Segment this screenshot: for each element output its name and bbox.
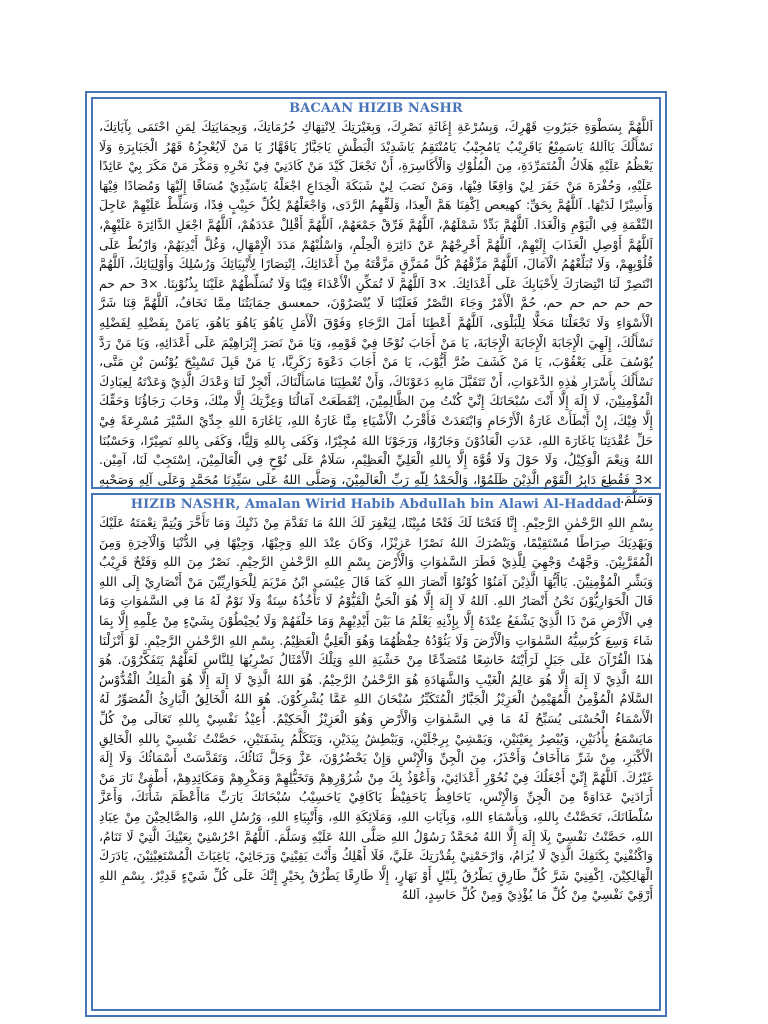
- section-title: HIZIB NASHR, Amalan Wirid Habib Abdullah bin Alawi Al-Haddad: [130, 497, 622, 512]
- section-hizib-nashr-haddad: [91, 493, 661, 1011]
- section-title: BACAAN HIZIB NASHR: [289, 101, 463, 116]
- document-page: [85, 91, 667, 1017]
- arabic-prayer-text: اَللَّهُمَّ بِسَطْوَةِ جَبَرُوتِ قَهْرِكَ، وَبِسُرْعَةِ إِغَاثَةِ نَصْرِكَ، وَبِغَيْرَتِكَ لِانْتِهَاكِ حُرُمَاتِكَ، وَبِحِمَايَتِكَ لِمَنِ احْتَمَى بِآيَاتِكَ، نَسْأَلُكَ يَااَللهُ يَاسَمِيْعُ يَاقَرِيْبُ يَامُجِيْبُ يَامُنْتَقِمُ يَاشَدِيْدَ الْبَطْشِ يَاجَبَّارُ يَاقَهَّارُ يَا مَنْ لَايُعْجِزُهُ قَهْرُ الْجَبَابِرَةِ وَلَا يَعْظُمُ عَلَيْهِ هَلَاكُ الْمُتَمَرِّدَةِ، مِنَ الْمُلُوْكِ وَالْأَكَاسِرَةِ، أَنْ تَجْعَلَ كَيْدَ مَنْ كَادَنِيْ فِيْ نَحْرِهِ وَمَكْرَ مَنْ مَكَرَ بِيْ عَائِدًا عَلَيْهِ، وَحُفْرَةَ مَنْ حَفَرَ لِيْ وَاقِعًا فِيْهَا، وَمَنْ نَصَبَ لِيْ شَبَكَةَ الْخِدَاعِ اجْعَلْهُ يَاسَيِّدِيْ مُسَاقًا إِلَيْهَا وَمُصَادًا فِيْهَا وَأَسِيْرًا لَدَيْهَا. اَللَّهُمَّ بِحَقِّ: كهيعص اِكْفِنَا هَمَّ الْعِدَا، وَلَقِّهِمُ الرَّدَى، وَاجْعَلْهُمْ لِكُلِّ حَبِيْبٍ فِدًا، وَسَلِّطْ عَلَيْهِمْ عَاجِلَ النِّقْمَةِ فِي الْيَوْمِ وَالْغَدَا. اَللَّهُمَّ بَدِّدْ شَمْلَهُمْ، اَللَّهُمَّ فَرِّقْ جَمْعَهُمْ، اَللَّهُمَّ أَقْلِلْ عَدَدَهُمْ، اَللَّهُمَّ اجْعَلِ الدَّائِرَةَ عَلَيْهِمْ، اَللَّهُمَّ أَوْصِلِ الْعَذَابَ إِلَيْهِمْ، اَللَّهُمَّ أَخْرِجْهُمْ عَنْ دَائِرَةِ الْحِلْمِ، وَاسْلُبْهُمْ مَدَدَ الْإِمْهَالِ، وَغُلَّ أَيْدِيَهُمْ، وَارْبُطْ عَلَى قُلُوْبِهِمْ، وَلَا تُبَلِّغْهُمُ الْآمَالَ، اَللَّهُمَّ مَزِّقْهُمْ كُلَّ مُمَزَّقٍ مَزَّقْتَهُ مِنْ أَعْدَائِكَ، اِنْتِصَارًا لِأَنْبِيَائِكَ وَرُسُلِكَ وَأَوْلِيَائِكَ، اَللَّهُمَّ انْتَصِرْ لَنَا انْتِصَارَكَ لِأَحْبَابِكَ عَلَى أَعْدَائِكَ. ×3 اَللَّهُمَّ لَا تُمَكِّنِ الْأَعْدَاءَ فِيْنَا وَلَا تُسَلِّطْهُمْ عَلَيْنَا بِذُنُوْبِنَا. ×3 حم حم حم حم حم حم حم، حُمَّ الْأَمْرُ وَجَاءَ النَّصْرُ فَعَلَيْنَا لَا يُنْصَرُوْنَ، حمعسق حِمَايَتُنَا مِمَّا نَخَافُ، اَللَّهُمَّ قِنَا شَرَّ الْأَسْوَاءِ وَلَا تَجْعَلْنَا مَحَلًّا لِلْبَلْوَى، اَللَّهُمَّ أَعْطِنَا أَمَلَ الرَّجَاءِ وَفَوْقَ الْأَمَلِ يَاهُوَ يَاهُوَ يَاهُوَ، يَامَنْ بِفَضْلِهِ لِفَضْلِهِ نَسْأَلُكَ، إِلَهِيَ الْإِجَابَةَ الْإِجَابَةَ الْإِجَابَةَ، يَا مَنْ أَجَابَ نُوْحًا فِيْ قَوْمِهِ، وَيَا مَنْ نَصَرَ إِبْرَاهِيْمَ عَلَى أَعْدَائِهِ، وَيَا مَنْ رَدَّ يُوْسُفَ عَلَى يَعْقُوْبَ، يَا مَنْ كَشَفَ ضُرَّ أَيُّوْبَ، يَا مَنْ أَجَابَ دَعْوَةَ زَكَرِيَّا، يَا مَنْ قَبِلَ تَسْبِيْحَ يُوْنُسَ بْنِ مَتَّى، نَسْأَلُكَ بِأَسْرَارِ هٰذِهِ الدَّعَوَاتِ، أَنْ تَتَقَبَّلَ مَابِهِ دَعَوْنَاكَ، وَأَنْ تُعْطِيَنَا مَاسَأَلْنَاكَ، أَنْجِزْ لَنَا وَعْدَكَ الَّذِيْ وَعَدْتَهُ لِعِبَادِكَ الْمُؤْمِنِيْنَ، لَا إِلَهَ إِلَّا أَنْتَ سُبْحَانَكَ إِنِّيْ كُنْتُ مِنَ الظَّالِمِيْنَ، اِنْقَطَعَتْ آمَالُنَا وَعِزَّتِكَ إِلَّا مِنْكَ، وَخَابَ رَجَاؤُنَا وَحَقِّكَ إِلَّا فِيْكَ، إِنْ أَبْطَأَتْ غَارَةُ الْأَرْحَامِ وَابْتَعَدَتْ فَأَقْرَبُ الْأَشْيَاءِ مِنَّا غَارَةُ اللهِ، يَاغَارَةَ اللهِ جِدِّيْ السَّيْرَ مُسْرِعَةً فِيْ حَلِّ عُقْدَتِنَا يَاغَارَةَ اللهِ، عَدَتِ الْعَادُوْنَ وَجَارُوْا، وَرَجَوْنَا اللهَ مُجِيْرًا، وَكَفَى بِاللهِ وَلِيًّا، وَكَفَى بِاللهِ نَصِيْرًا، وَحَسْبُنَا اللهُ وَنِعْمَ الْوَكِيْلُ، وَلَا حَوْلَ وَلَا قُوَّةَ إِلَّا بِاللهِ الْعَلِيِّ الْعَظِيْمِ، سَلَامٌ عَلَى نُوْحٍ فِي الْعَالَمِيْنَ، اِسْتَجِبْ لَنَا، آمِيْن. ×3 فَقُطِعَ دَابِرُ الْقَوْمِ الَّذِيْنَ ظَلَمُوْا، وَالْحَمْدُ لِلّهِ رَبِّ الْعَالَمِيْنَ، وَصَلَّى اللهُ عَلَى سَيِّدِنَا مُحَمَّدٍ وَعَلَى آلِهِ وَصَحْبِهِ وَسَلَّمَ.: [99, 119, 653, 507]
- arabic-prayer-text: بِسْمِ اللهِ الرَّحْمٰنِ الرَّحِيْمِ. إِنَّا فَتَحْنَا لَكَ فَتْحًا مُبِيْنًا، لِيَغْفِرَ لَكَ اللهُ مَا تَقَدَّمَ مِنْ ذَنْبِكَ وَمَا تَأَخَّرَ وَيُتِمَّ نِعْمَتَهُ عَلَيْكَ وَيَهْدِيَكَ صِرَاطًا مُسْتَقِيْمًا، وَيَنْصُرَكَ اللهُ نَصْرًا عَزِيْزًا، وَكَانَ عِنْدَ اللهِ وَجِيْهًا، وَجِيْهًا فِي الدُّنْيَا وَالْآخِرَةِ وَمِنَ الْمُقَرَّبِيْنَ. وَجَّهْتُ وَجْهِيَ لِلَّذِيْ فَطَرَ السَّمٰوَاتِ وَالْأَرْضَ بِسْمِ اللهِ الرَّحْمٰنِ الرَّحِيْمِ. نَصْرٌ مِنَ اللهِ وَفَتْحٌ قَرِيْبٌ وَبَشِّرِ الْمُؤْمِنِيْنَ. يَاأَيُّهَا الَّذِيْنَ آمَنُوْا كُوْنُوْا أَنْصَارَ اللهِ كَمَا قَالَ عِيْسَى ابْنُ مَرْيَمَ لِلْحَوَارِيِّيْنَ مَنْ أَنْصَارِيْ إِلَى اللهِ قَالَ الْحَوَارِيُّوْنَ نَحْنُ أَنْصَارُ اللهِ. اَللهُ لَا إِلَهَ إِلَّا هُوَ الْحَيُّ الْقَيُّوْمُ لَا تَأْخُذُهُ سِنَةٌ وَلَا نَوْمٌ لَهُ مَا فِي السَّمٰوَاتِ وَمَا فِي الْأَرْضِ مَنْ ذَا الَّذِيْ يَشْفَعُ عِنْدَهُ إِلَّا بِإِذْنِهِ يَعْلَمُ مَا بَيْنَ أَيْدِيْهِمْ وَمَا خَلْفَهُمْ وَلَا يُحِيْطُوْنَ بِشَيْءٍ مِنْ عِلْمِهِ إِلَّا بِمَا شَاءَ وَسِعَ كُرْسِيُّهُ السَّمٰوَاتِ وَالْأَرْضَ وَلَا يَئُوْدُهُ حِفْظُهُمَا وَهُوَ الْعَلِيُّ الْعَظِيْمُ. بِسْمِ اللهِ الرَّحْمٰنِ الرَّحِيْمِ. لَوْ أَنْزَلْنَا هٰذَا الْقُرْآنَ عَلَى جَبَلٍ لَرَأَيْتَهُ خَاشِعًا مُتَصَدِّعًا مِنْ خَشْيَةِ اللهِ وَتِلْكَ الْأَمْثَالُ نَضْرِبُهَا لِلنَّاسِ لَعَلَّهُمْ يَتَفَكَّرُوْنَ. هُوَ اللهُ الَّذِيْ لَا إِلَهَ إِلَّا هُوَ عَالِمُ الْغَيْبِ وَالشَّهَادَةِ هُوَ الرَّحْمٰنُ الرَّحِيْمُ. هُوَ اللهُ الَّذِيْ لَا إِلَهَ إِلَّا هُوَ الْمَلِكُ الْقُدُّوْسُ السَّلَامُ الْمُؤْمِنُ الْمُهَيْمِنُ الْعَزِيْزُ الْجَبَّارُ الْمُتَكَبِّرُ سُبْحَانَ اللهِ عَمَّا يُشْرِكُوْنَ. هُوَ اللهُ الْخَالِقُ الْبَارِئُ الْمُصَوِّرُ لَهُ الْأَسْمَاءُ الْحُسْنَى يُسَبِّحُ لَهُ مَا فِي السَّمٰوَاتِ وَالْأَرْضِ وَهُوَ الْعَزِيْزُ الْحَكِيْمُ. أُعِيْذُ نَفْسِيْ بِاللهِ تَعَالَى مِنْ كُلِّ مَايَسْمَعُ بِأُذُنَيْنِ، وَيُبْصِرُ بِعَيْنَيْنِ، وَيَمْشِيْ بِرِجْلَيْنِ، وَيَبْطِشُ بِيَدَيْنِ، وَيَتَكَلَّمُ بِشَفَتَيْنِ، حَصَّنْتُ نَفْسِيْ بِاللهِ الْخَالِقِ الْأَكْبَرِ، مِنْ شَرِّ مَاأَخَافُ وَأَحْذَرُ، مِنَ الْجِنِّ وَالْإِنْسِ وَإِنْ يَحْضُرُوْنَ، عَزَّ وَجَلَّ ثَنَائُكَ، وَتَقَدَّسَتْ أَسْمَائُكَ وَلَا إِلَهَ غَيْرُكَ. اَللَّهُمَّ إِنِّيْ أَجْعَلُكَ فِيْ نُحُوْرِ أَعْدَائِيْ، وَأَعُوْذُ بِكَ مِنْ شُرُوْرِهِمْ وَتَخَيُّلِهِمْ وَمَكْرِهِمْ وَمَكَائِدِهِمْ، أَطْفِئْ نَارَ مَنْ أَرَادَنِيْ عَدَاوَةً مِنَ الْجِنِّ وَالْإِنْسِ، يَاحَافِظُ يَاحَفِيْظُ يَاكَافِيْ يَاحَسِيْبُ سُبْحَانَكَ يَارَبِّ مَاأَعْظَمَ شَأْنَكَ، وَأَعَزَّ سُلْطَانَكَ، تَحَصَّنْتُ بِاللهِ، وَبِأَسْمَاءِ اللهِ، وَبِآيَاتِ اللهِ، وَمَلَائِكَةِ اللهِ، وَأَنْبِيَاءِ اللهِ، وَرُسُلِ اللهِ، وَالصَّالِحِيْنَ مِنْ عِبَادِ اللهِ، حَصَّنْتُ نَفْسِيْ بِلَا إِلَهَ إِلَّا اللهُ مُحَمَّدٌ رَسُوْلُ اللهِ صَلَّى اللهُ عَلَيْهِ وَسَلَّمَ. اَللَّهُمَّ احْرُسْنِيْ بِعَيْنِكَ الَّتِيْ لَا تَنَامُ، وَاكْنُفْنِيْ بِكَنَفِكَ الَّذِيْ لَا يُرَامُ، وَارْحَمْنِيْ بِقُدْرَتِكَ عَلَيَّ، فَلَا أَهْلِكُ وَأَنْتَ يَقِيْنِيْ وَرَجَائِيْ، يَاغِيَاثَ الْمُسْتَغِيْثِيْنَ، يَادَرَكَ الْهَالِكِيْنَ، اِكْفِنِيْ شَرَّ كُلِّ طَارِقٍ يَطْرُقُ بِلَيْلٍ أَوْ نَهَارٍ، إِلَّا طَارِقًا يَطْرُقُ بِخَيْرٍ إِنَّكَ عَلَى كُلِّ شَيْءٍ قَدِيْرٌ. بِسْمِ اللهِ أَرْقِيْ نَفْسِيْ مِنْ كُلِّ مَا يُؤْذِيْ وَمِنْ كُلِّ حَاسِدٍ، اَللهُ: [99, 515, 653, 903]
